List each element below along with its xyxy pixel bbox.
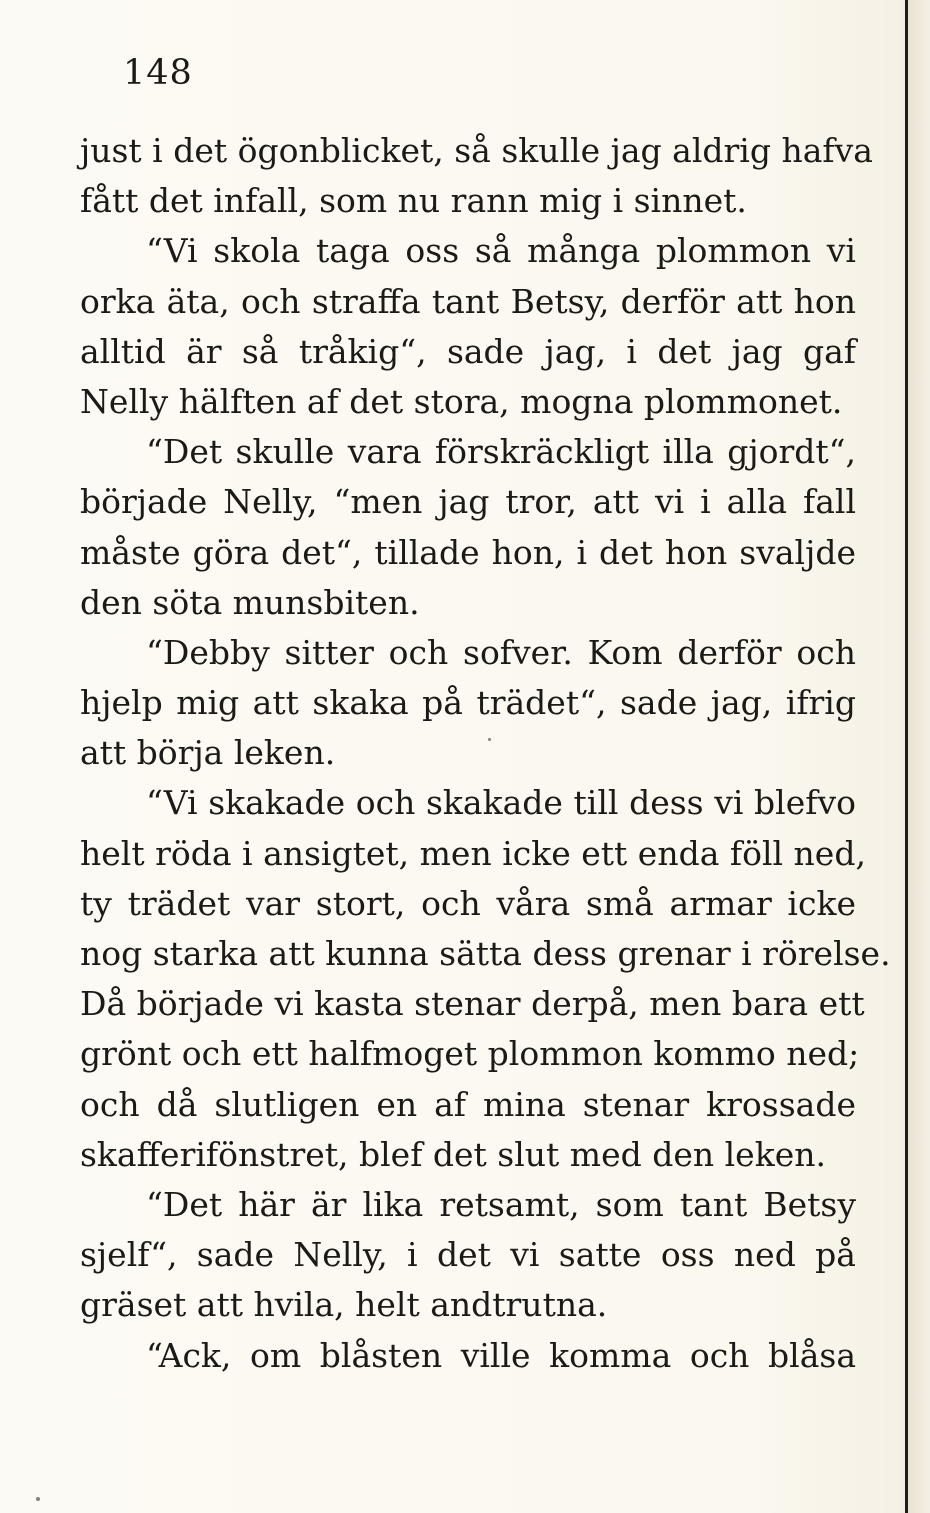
text-line: grönt och ett halfmoget plommon kommo ned;	[80, 1034, 860, 1074]
paper-speck	[36, 1497, 40, 1501]
text-line: nog starka att kunna sätta dess grenar i rörelse.	[80, 934, 891, 973]
text-line: helt röda i ansigtet, men icke ett enda föll ned,	[80, 833, 866, 873]
text-line: just i det ögonblicket, så skulle jag aldrig hafva	[80, 131, 873, 170]
body-text	[80, 126, 891, 1381]
text-line: ty trädet var stort, och våra små armar icke	[80, 883, 856, 923]
page-number: 148	[123, 53, 193, 93]
text-line: Då började vi kasta stenar derpå, men bara ett	[80, 984, 865, 1024]
text-line: den söta munsbiten.	[80, 582, 420, 622]
page-edge-shadow	[908, 0, 930, 1513]
text-line: måste göra det“, tillade hon, i det hon svaljde	[80, 532, 856, 572]
text-line: “Det skulle vara förskräckligt illa gjordt“,	[146, 432, 856, 472]
text-line: orka äta, och straffa tant Betsy, derför att hon	[80, 281, 856, 321]
text-line: “Det här är lika retsamt, som tant Betsy	[146, 1184, 856, 1224]
text-line: och då slutligen en af mina stenar krossade	[80, 1084, 856, 1124]
text-line: Nelly hälften af det stora, mogna plommonet.	[80, 381, 843, 421]
text-line: hjelp mig att skaka på trädet“, sade jag, ifrig	[80, 683, 856, 723]
text-line: alltid är så tråkig“, sade jag, i det jag gaf	[80, 331, 856, 371]
text-line: fått det infall, som nu rann mig i sinnet.	[80, 181, 747, 221]
text-line: att börja leken.	[80, 733, 336, 773]
text-line: började Nelly, “men jag tror, att vi i alla fall	[80, 482, 856, 522]
text-line: “Debby sitter och sofver. Kom derför och	[146, 632, 856, 672]
text-line: “Ack, om blåsten ville komma och blåsa	[146, 1335, 856, 1375]
page-edge-line	[905, 0, 908, 1513]
text-line: sjelf“, sade Nelly, i det vi satte oss ned på	[80, 1235, 856, 1275]
text-line: skafferifönstret, blef det slut med den leken.	[80, 1134, 826, 1174]
text-line: gräset att hvila, helt andtrutna.	[80, 1285, 608, 1325]
text-line: “Vi skola taga oss så många plommon vi	[146, 231, 856, 271]
text-line: “Vi skakade och skakade till dess vi blefvo	[146, 783, 856, 823]
paper-speck	[488, 738, 491, 741]
